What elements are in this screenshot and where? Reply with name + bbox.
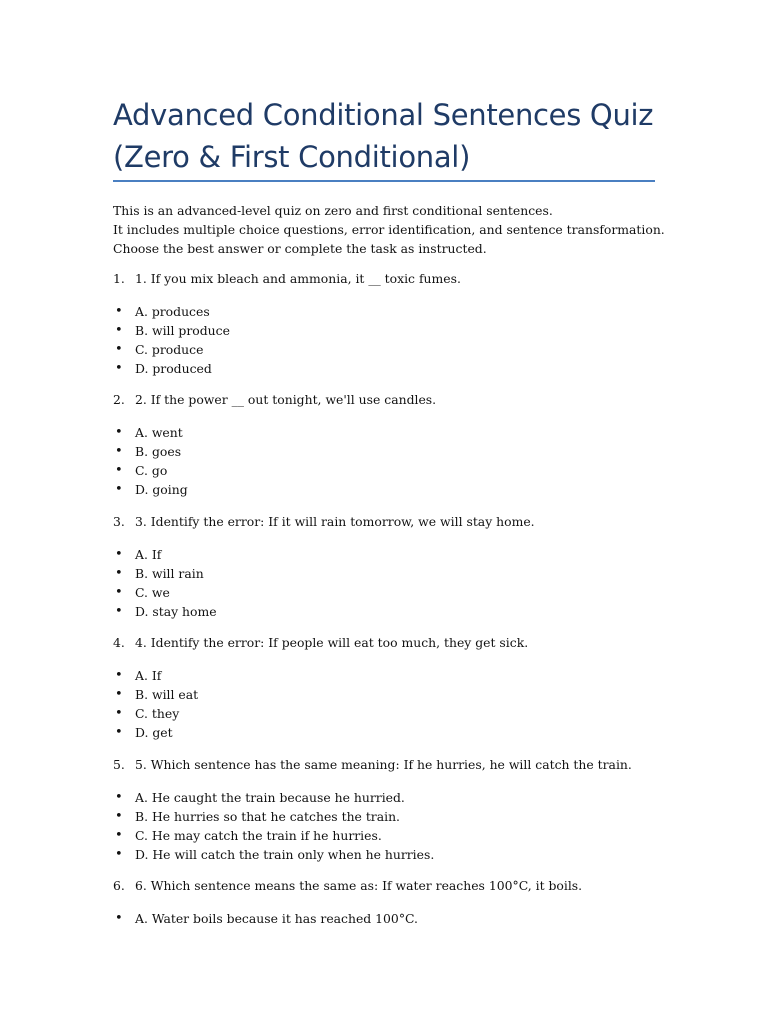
bullet-icon: •	[115, 790, 123, 805]
option-text: B. He hurries so that he catches the train.	[135, 809, 400, 824]
option-text: A. went	[135, 425, 183, 440]
bullet-icon: •	[115, 847, 123, 862]
question-text: 6. Which sentence means the same as: If water reaches 100°C, it boils.	[135, 878, 583, 893]
question-6	[113, 878, 582, 893]
list-item	[113, 423, 188, 442]
bullet-icon: •	[115, 425, 123, 440]
list-item	[113, 359, 230, 378]
list-item	[113, 845, 434, 864]
question-number: 5.	[113, 757, 125, 772]
question-number: 1.	[113, 271, 125, 286]
bullet-icon: •	[115, 323, 123, 338]
options-list-2	[113, 423, 188, 499]
options-list-1	[113, 302, 230, 378]
list-item	[113, 340, 230, 359]
bullet-icon: •	[115, 809, 123, 824]
title-line-1: Advanced Conditional Sentences Quiz	[113, 98, 654, 132]
list-item	[113, 909, 418, 928]
option-text: C. He may catch the train if he hurries.	[135, 828, 382, 843]
question-number: 4.	[113, 635, 125, 650]
question-number: 6.	[113, 878, 125, 893]
bullet-icon: •	[115, 585, 123, 600]
question-2	[113, 392, 436, 407]
bullet-icon: •	[115, 687, 123, 702]
intro-paragraph	[113, 201, 665, 258]
question-1	[113, 271, 461, 286]
list-item	[113, 545, 217, 564]
list-item	[113, 564, 217, 583]
list-item	[113, 583, 217, 602]
options-list-6	[113, 909, 418, 928]
option-text: B. will eat	[135, 687, 199, 702]
option-text: C. go	[135, 463, 168, 478]
title-divider	[113, 180, 655, 182]
question-4	[113, 635, 528, 650]
option-text: D. He will catch the train only when he hurries.	[135, 847, 435, 862]
list-item	[113, 666, 198, 685]
option-text: D. going	[135, 482, 188, 497]
bullet-icon: •	[115, 304, 123, 319]
bullet-icon: •	[115, 482, 123, 497]
question-text: 2. If the power __ out tonight, we'll use candles.	[135, 392, 437, 407]
option-text: A. He caught the train because he hurried.	[135, 790, 405, 805]
intro-line-3: Choose the best answer or complete the task as instructed.	[113, 241, 487, 256]
list-item	[113, 807, 434, 826]
question-text: 1. If you mix bleach and ammonia, it __ toxic fumes.	[135, 271, 461, 286]
question-number: 3.	[113, 514, 125, 529]
list-item	[113, 321, 230, 340]
option-text: D. produced	[135, 361, 212, 376]
bullet-icon: •	[115, 911, 123, 926]
bullet-icon: •	[115, 668, 123, 683]
option-text: D. get	[135, 725, 173, 740]
options-list-4	[113, 666, 198, 742]
option-text: C. they	[135, 706, 180, 721]
question-number: 2.	[113, 392, 125, 407]
list-item	[113, 685, 198, 704]
list-item	[113, 704, 198, 723]
option-text: A. If	[135, 668, 162, 683]
bullet-icon: •	[115, 361, 123, 376]
intro-line-1: This is an advanced-level quiz on zero and first conditional sentences.	[113, 203, 553, 218]
question-text: 5. Which sentence has the same meaning: If he hurries, he will catch the train.	[135, 757, 632, 772]
option-text: B. goes	[135, 444, 182, 459]
question-3	[113, 514, 535, 529]
bullet-icon: •	[115, 566, 123, 581]
option-text: A. Water boils because it has reached 100°C.	[135, 911, 418, 926]
bullet-icon: •	[115, 547, 123, 562]
option-text: A. produces	[135, 304, 210, 319]
intro-line-2: It includes multiple choice questions, error identification, and sentence transformation.	[113, 222, 665, 237]
question-text: 4. Identify the error: If people will eat too much, they get sick.	[135, 635, 529, 650]
list-item	[113, 602, 217, 621]
bullet-icon: •	[115, 828, 123, 843]
list-item	[113, 461, 188, 480]
bullet-icon: •	[115, 604, 123, 619]
options-list-5	[113, 788, 434, 864]
list-item	[113, 723, 198, 742]
bullet-icon: •	[115, 706, 123, 721]
option-text: B. will rain	[135, 566, 204, 581]
bullet-icon: •	[115, 725, 123, 740]
list-item	[113, 302, 230, 321]
list-item	[113, 442, 188, 461]
bullet-icon: •	[115, 463, 123, 478]
option-text: C. we	[135, 585, 170, 600]
list-item	[113, 788, 434, 807]
question-5	[113, 757, 632, 772]
option-text: D. stay home	[135, 604, 217, 619]
list-item	[113, 480, 188, 499]
option-text: B. will produce	[135, 323, 230, 338]
option-text: C. produce	[135, 342, 204, 357]
list-item	[113, 826, 434, 845]
title-line-2: (Zero & First Conditional)	[113, 140, 471, 174]
bullet-icon: •	[115, 342, 123, 357]
bullet-icon: •	[115, 444, 123, 459]
page-title	[113, 94, 658, 178]
options-list-3	[113, 545, 217, 621]
option-text: A. If	[135, 547, 162, 562]
question-text: 3. Identify the error: If it will rain tomorrow, we will stay home.	[135, 514, 535, 529]
